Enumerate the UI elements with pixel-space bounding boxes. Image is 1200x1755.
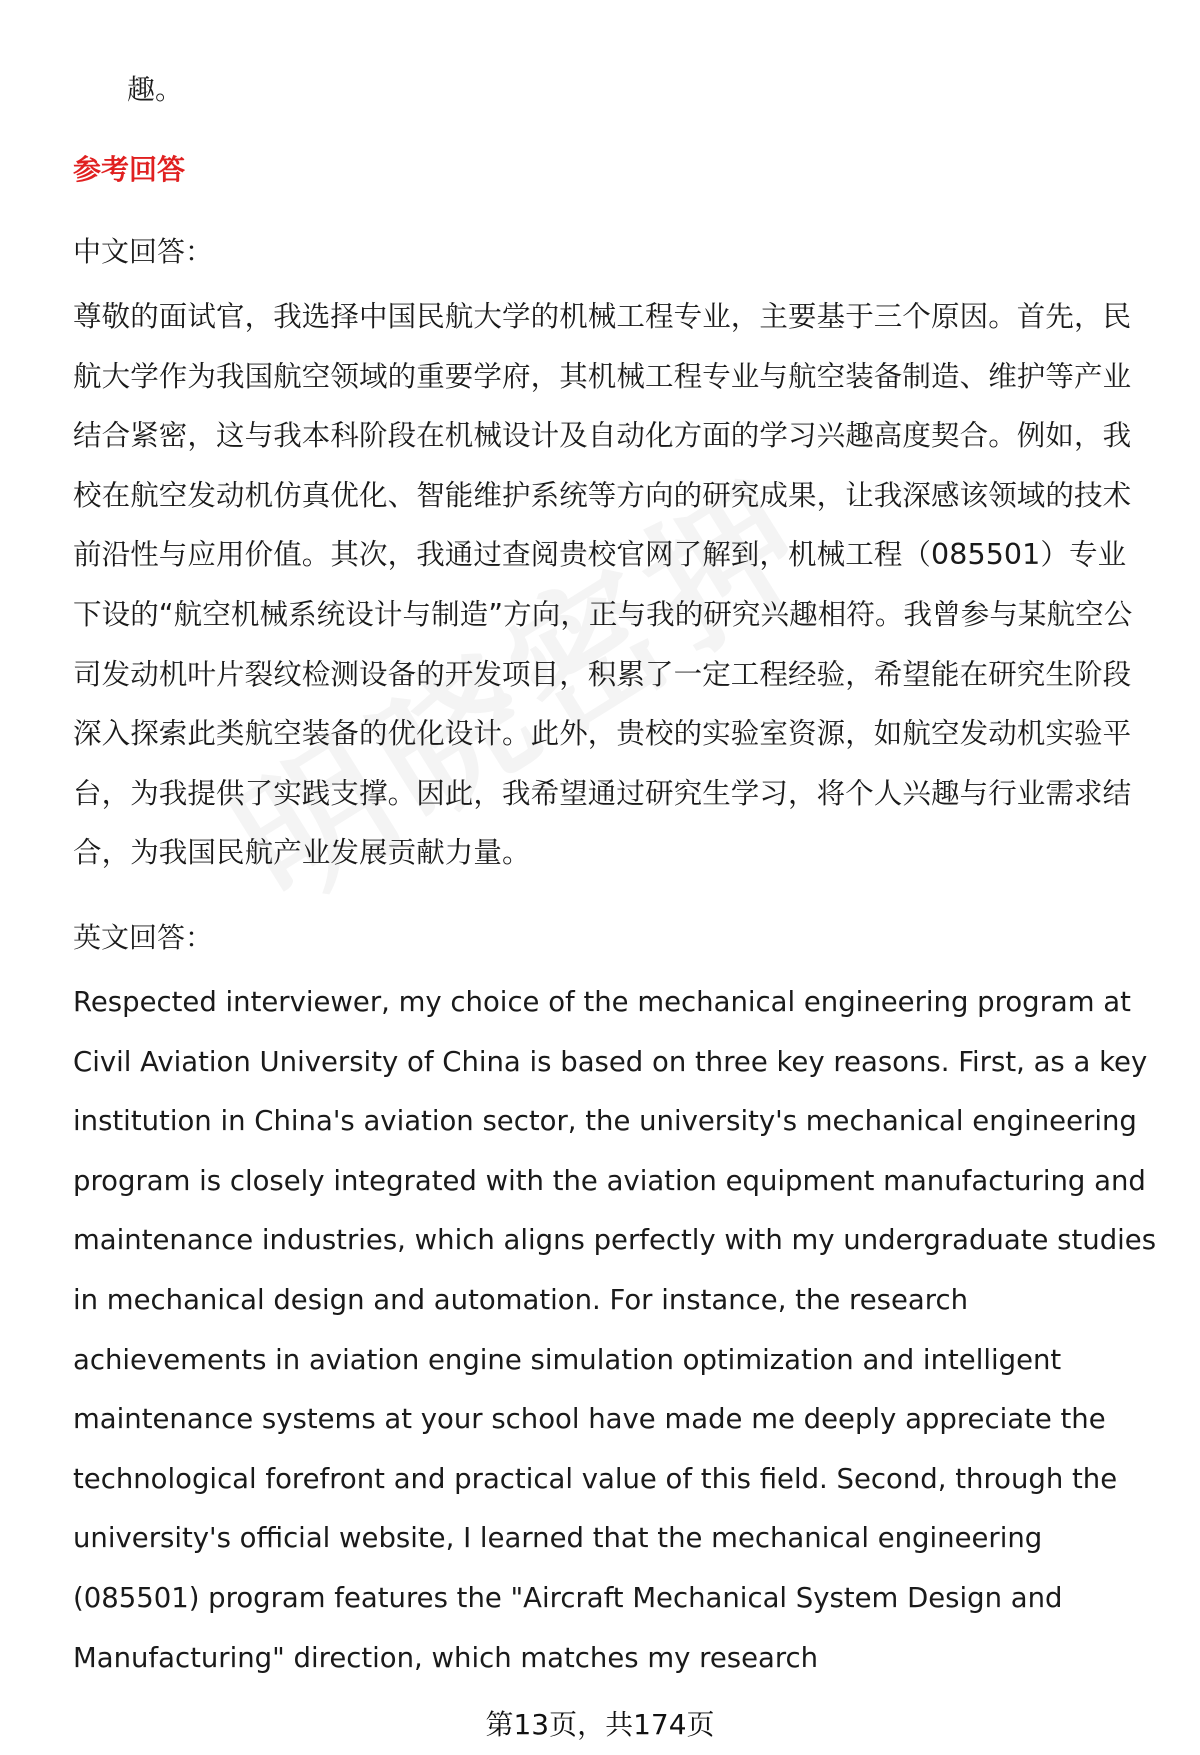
chinese-answer-label: 中文回答： — [73, 235, 214, 268]
section-title: 参考回答 — [73, 153, 186, 186]
continuation-text: 趣。 — [127, 73, 184, 106]
page-footer: 第13页，共174页 — [485, 1708, 715, 1741]
chinese-answer-paragraph: 尊敬的面试官，我选择中国民航大学的机械工程专业，主要基于三个原因。首先，民航大学作为我国航空领域的重要学府，其机械工程专业与航空装备制造、维护等产业结合紧密，这与我本科阶段在机械设计及自动化方面的学习兴趣高度契合。例如，我校在航空发动机仿真优化、智能维护系统等方向的研究成果，让我深感该领域的技术前沿性与应用价值。其次，我通过查阅贵校官网了解到，机械工程（085501）专业下设的“航空机械系统设计与制造”方向，正与我的研究兴趣相符。我曾参与某航空公司发动机叶片裂纹检测设备的开发项目，积累了一定工程经验，希望能在研究生阶段深入探索此类航空装备的优化设计。此外，贵校的实验室资源，如航空发动机实验平台，为我提供了实践支撑。因此，我希望通过研究生学习，将个人兴趣与行业需求结合，为我国民航产业发展贡献力量。 — [73, 300, 1133, 870]
english-answer-paragraph: Respected interviewer, my choice of the mechanical engineering program at Civil Aviation University of China is based on three key reasons. First, as a key institution in China's aviation sector, the university's mechanical engineering program is closely integrated with the aviation equipment manufacturing and maintenance industries, which aligns perfectly with my undergraduate studies in mechanical design and automation. For instance, the research achievements in aviation engine simulation optimization and intelligent maintenance systems at your school have made me deeply appreciate the technological forefront and practical value of this field. Second, through the university's official website, I learned that the mechanical engineering (085501) program features the "Aircraft Mechanical System Design and Manufacturing" direction, which matches my research — [73, 986, 1157, 1674]
english-answer-label: 英文回答： — [73, 921, 214, 954]
